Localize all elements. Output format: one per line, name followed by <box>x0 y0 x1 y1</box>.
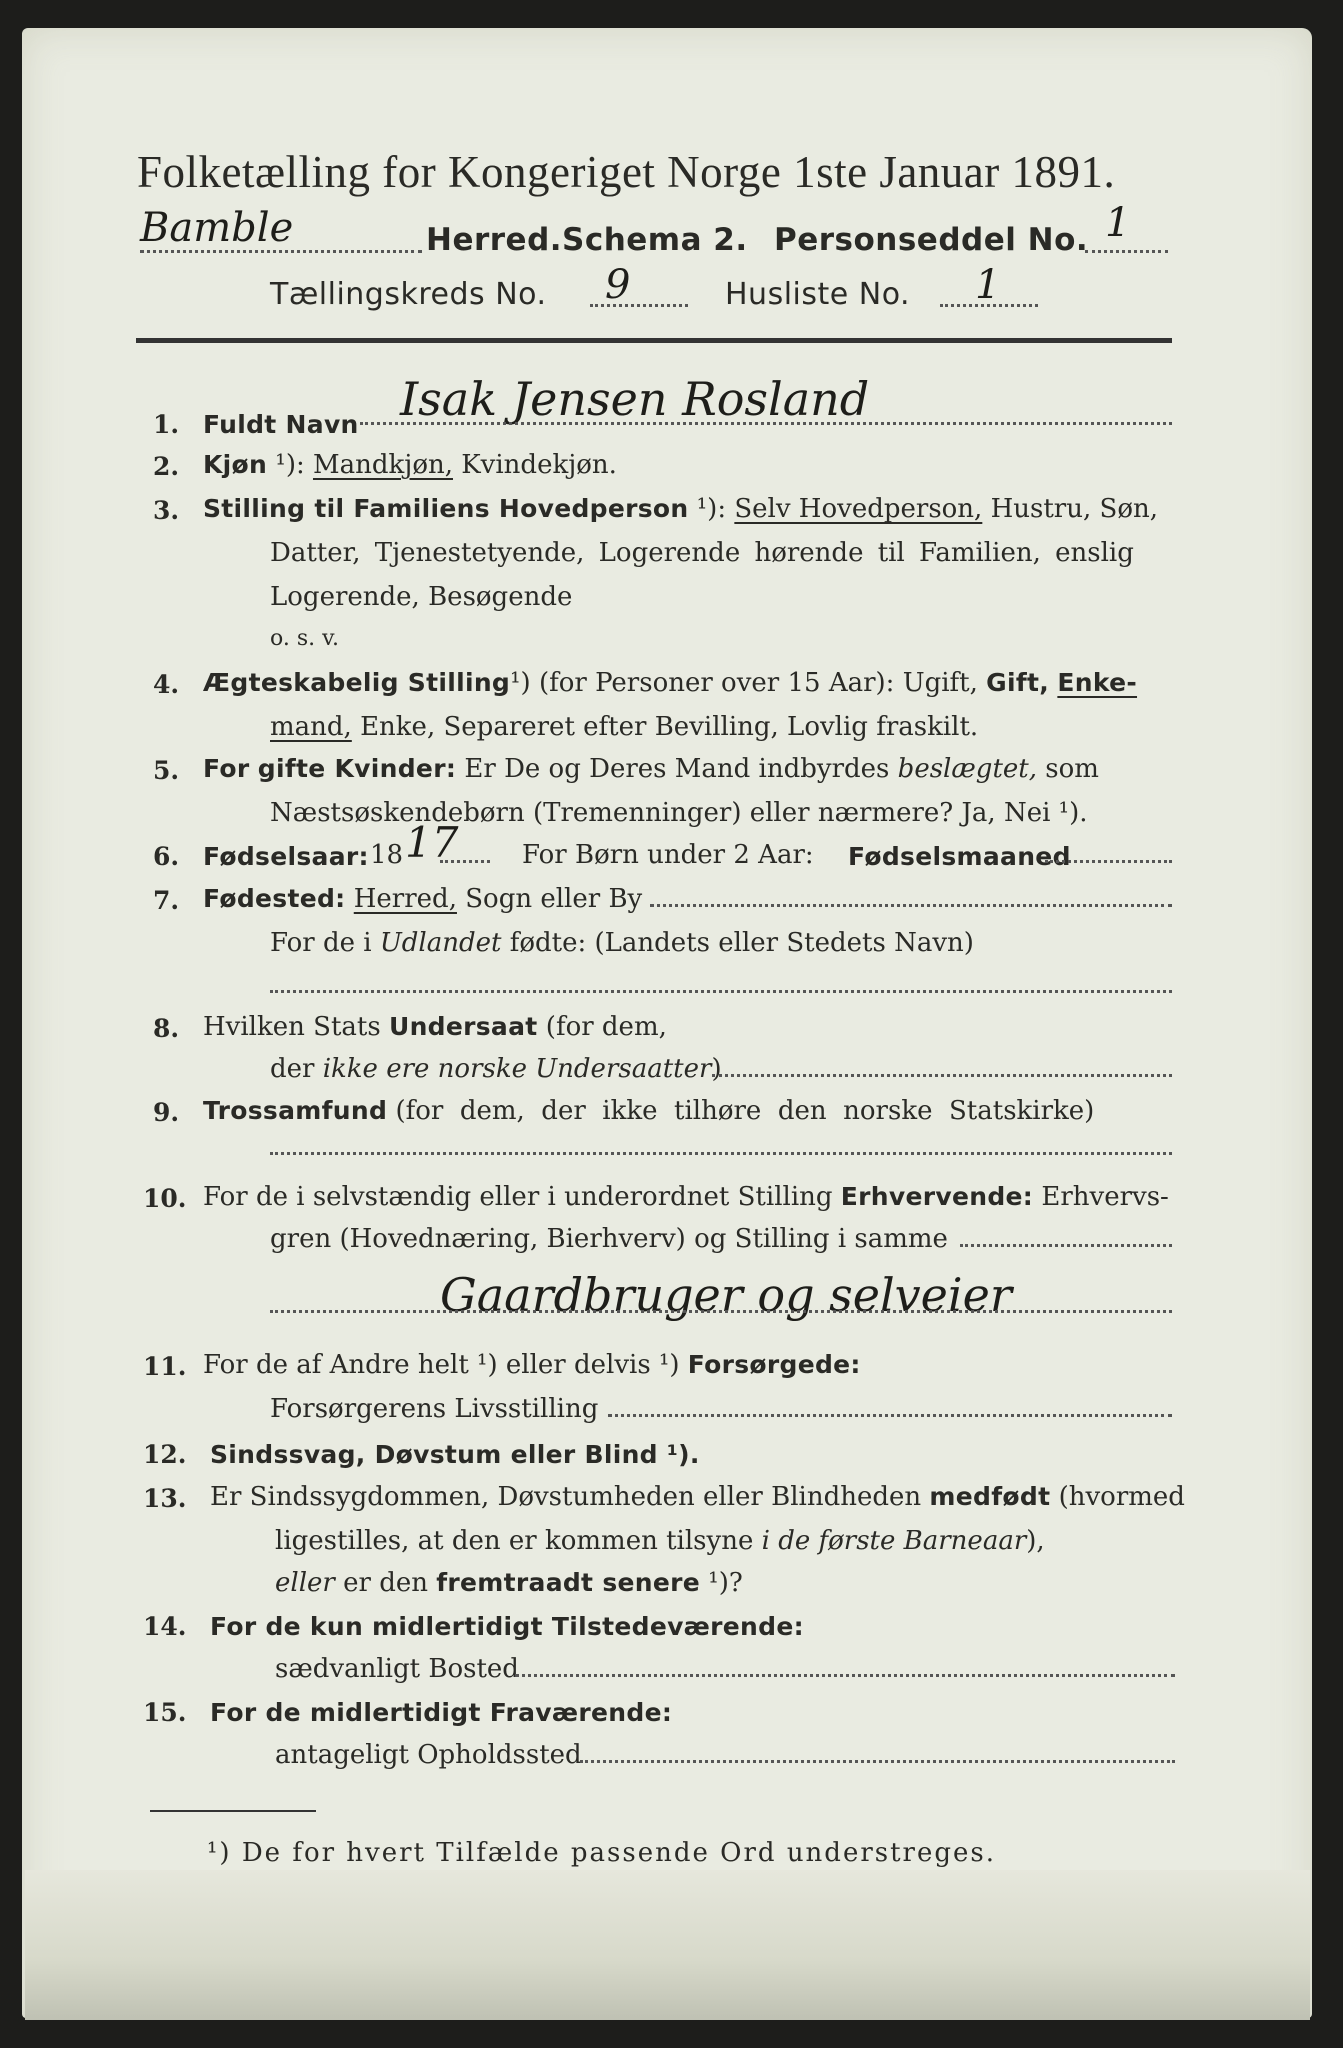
q10-dotted-line-2 <box>270 1310 1172 1313</box>
q9-line1 <box>203 1096 1094 1126</box>
q14-line2: sædvanligt Bosted <box>275 1654 519 1684</box>
q6-number: 6. <box>153 842 180 871</box>
q6-rest: For Børn under 2 Aar: <box>522 840 814 870</box>
q5-line1 <box>203 754 1099 784</box>
q8-line2 <box>270 1054 722 1084</box>
q7-dotted-line-2 <box>270 990 1172 993</box>
q9-label: Trossamfund <box>203 1096 388 1125</box>
q11-dotted-line <box>608 1414 1172 1417</box>
q10-bold: Erhvervende: <box>840 1182 1034 1211</box>
footnote-rule <box>150 1810 316 1812</box>
q7-dotted-line <box>650 904 1172 907</box>
q9-rest: (for dem, der ikke tilhøre den norske Statskirke) <box>395 1096 1095 1126</box>
q8-label: Hvilken Stats <box>203 1012 381 1042</box>
q8-rest: (for dem, <box>545 1012 667 1042</box>
q3-line2: Datter, Tjenestetyende, Logerende hørende til Familien, enslig <box>270 538 1134 568</box>
q9-dotted-line <box>270 1152 1172 1155</box>
q7-rest: Sogn eller By <box>465 884 643 914</box>
q11-label: For de af Andre helt ¹) eller delvis ¹) <box>203 1350 680 1380</box>
q13-line2-italic: i de første Barneaar <box>761 1526 1027 1556</box>
q3-sup: ¹): <box>696 494 727 524</box>
q8-number: 8. <box>153 1014 180 1043</box>
q3-option-selv-hovedperson: Selv Hovedperson, <box>734 494 983 524</box>
paper-bottom-edge <box>25 1870 1310 2020</box>
q4-sup: ¹) <box>510 668 531 698</box>
q6-label: Fødselsaar: <box>203 842 369 871</box>
q8-line2-italic: ikke ere norske Undersaatter <box>322 1054 712 1084</box>
q13-number: 13. <box>143 1484 187 1513</box>
q2-option-kvindekjon: Kvindekjøn. <box>461 450 617 480</box>
q6-dotted-line <box>440 860 490 863</box>
q13-label: Er Sindssygdommen, Døvstumheden eller Blindheden <box>210 1482 922 1512</box>
q5-rest1b: som <box>1045 754 1099 784</box>
header-rule <box>136 338 1172 343</box>
husliste-dotted-line <box>940 304 1038 307</box>
q5-italic: beslægtet, <box>897 754 1037 784</box>
q6-fodselsmaaned: Fødselsmaaned <box>848 842 1071 871</box>
q6-dotted-line-2 <box>1045 860 1172 863</box>
q4-option-enke-2: mand, <box>270 712 352 742</box>
q14-dotted-line <box>515 1674 1175 1677</box>
q15-number: 15. <box>143 1698 187 1727</box>
q11-line2: Forsørgerens Livsstilling <box>270 1394 599 1424</box>
q1-label: Fuldt Navn <box>203 410 359 439</box>
q6-prefix: 18 <box>370 840 404 870</box>
q10-rest: Erhvervs- <box>1041 1182 1169 1212</box>
q14-label: For de kun midlertidigt Tilstedeværende: <box>210 1612 804 1641</box>
q13-line3a: er den <box>343 1568 428 1598</box>
q1-dotted-line <box>360 422 1172 425</box>
q5-label: For <box>203 754 250 783</box>
q4-option-enke-1: Enke- <box>1057 668 1138 697</box>
q8-line2b: ) <box>711 1054 722 1084</box>
q4-gift: Gift, <box>986 668 1050 697</box>
q7-line2a: For de i <box>270 928 372 958</box>
q11-line1 <box>203 1350 861 1380</box>
q8-dotted-line <box>712 1074 1172 1077</box>
q13-rest: (hvormed <box>1058 1482 1185 1512</box>
q13-line3b: ¹)? <box>708 1568 743 1598</box>
q7-line2b: fødte: (Landets eller Stedets Navn) <box>509 928 974 958</box>
q4-number: 4. <box>153 670 180 699</box>
q12-number: 12. <box>143 1440 187 1469</box>
q2-line <box>203 450 617 480</box>
q7-line2-italic: Udlandet <box>379 928 502 958</box>
q3-line1 <box>203 494 1158 524</box>
tellingskreds-label: Tællingskreds No. <box>270 277 547 312</box>
q3-line3: Logerende, Besøgende <box>270 582 573 612</box>
q13-line2a: ligestilles, at den er kommen tilsyne <box>275 1526 754 1556</box>
q13-line2b: ), <box>1026 1526 1045 1556</box>
personseddel-label: Personseddel No. <box>774 222 1089 258</box>
q13-line2 <box>275 1526 1045 1556</box>
q15-label: For de midlertidigt Fraværende: <box>210 1698 673 1727</box>
q13-bold: medfødt <box>929 1482 1051 1511</box>
q13-line3 <box>275 1568 743 1598</box>
q2-number: 2. <box>153 452 180 481</box>
q2-label: Kjøn <box>203 450 268 479</box>
q10-line2: gren (Hovednæring, Bierhverv) og Stilling i samme <box>270 1224 948 1254</box>
q10-label: For de i selvstændig eller i underordnet Stilling <box>203 1182 833 1212</box>
q3-label: Stilling til Familiens Hovedperson <box>203 494 689 523</box>
q7-number: 7. <box>153 886 180 915</box>
q4-line2 <box>270 712 978 742</box>
q4-line2-rest: Enke, Separeret efter Bevilling, Lovlig fraskilt. <box>360 712 979 742</box>
q4-label: Ægteskabelig Stilling <box>203 668 511 697</box>
q13-line3-italic: eller <box>275 1568 335 1598</box>
q4-rest1: (for Personer over 15 Aar): Ugift, <box>538 668 978 698</box>
q11-bold: Forsørgede: <box>687 1350 861 1379</box>
q11-number: 11. <box>143 1352 187 1381</box>
q10-line1 <box>203 1182 1169 1212</box>
q8-line1 <box>203 1012 667 1042</box>
q7-line1 <box>203 884 642 914</box>
q8-bold: Undersaat <box>388 1012 538 1041</box>
q14-number: 14. <box>143 1612 187 1641</box>
q3-rest1: Hustru, Søn, <box>990 494 1158 524</box>
q7-label: Fødested: <box>203 884 346 913</box>
tellingskreds-value: 9 <box>605 262 631 308</box>
q13-line3-bold: fremtraadt senere <box>436 1568 700 1597</box>
q3-number: 3. <box>153 496 180 525</box>
q4-line1 <box>203 668 1137 698</box>
q3-line4: o. s. v. <box>270 626 339 651</box>
q10-number: 10. <box>143 1184 187 1213</box>
q5-number: 5. <box>153 756 180 785</box>
personseddel-value: 1 <box>1105 200 1131 246</box>
q7-line2 <box>270 928 974 958</box>
herred-label: Herred. <box>426 222 563 258</box>
q7-option-herred: Herred, <box>353 884 457 914</box>
q9-number: 9. <box>153 1098 180 1127</box>
q2-sup: ¹): <box>275 450 305 480</box>
q10-dotted-line <box>960 1244 1172 1247</box>
husliste-value: 1 <box>975 262 1001 308</box>
form-title: Folketælling for Kongeriget Norge 1ste Januar 1891. <box>137 147 1116 197</box>
q8-line2a: der <box>270 1054 315 1084</box>
personseddel-dotted-line <box>1085 250 1168 253</box>
q5-rest1: Er De og Deres Mand indbyrdes <box>464 754 890 784</box>
q15-line2: antageligt Opholdssted <box>275 1740 582 1770</box>
schema-label: Schema 2. <box>562 222 748 258</box>
q1-number: 1. <box>153 410 180 439</box>
q6-year-value: 17 <box>405 818 459 867</box>
footnote: ¹) De for hvert Tilfælde passende Ord understreges. <box>207 1838 997 1868</box>
herred-dotted-line <box>140 250 422 253</box>
q15-dotted-line <box>580 1760 1175 1763</box>
q2-option-mandkjon: Mandkjøn, <box>312 450 453 480</box>
q1-name-value: Isak Jensen Rosland <box>400 372 870 426</box>
q12-label: Sindssvag, Døvstum eller Blind ¹). <box>210 1440 700 1469</box>
q10-occupation-value: Gaardbruger og selveier <box>440 1268 1012 1322</box>
q5-line2: Næstsøskendebørn (Tremenninger) eller nærmere? Ja, Nei ¹). <box>270 798 1088 828</box>
q5-bold: gifte Kvinder: <box>257 754 457 783</box>
q13-line1 <box>210 1482 1185 1512</box>
herred-value: Bamble <box>140 205 294 251</box>
tellingskreds-dotted-line <box>590 304 688 307</box>
husliste-label: Husliste No. <box>725 277 911 312</box>
